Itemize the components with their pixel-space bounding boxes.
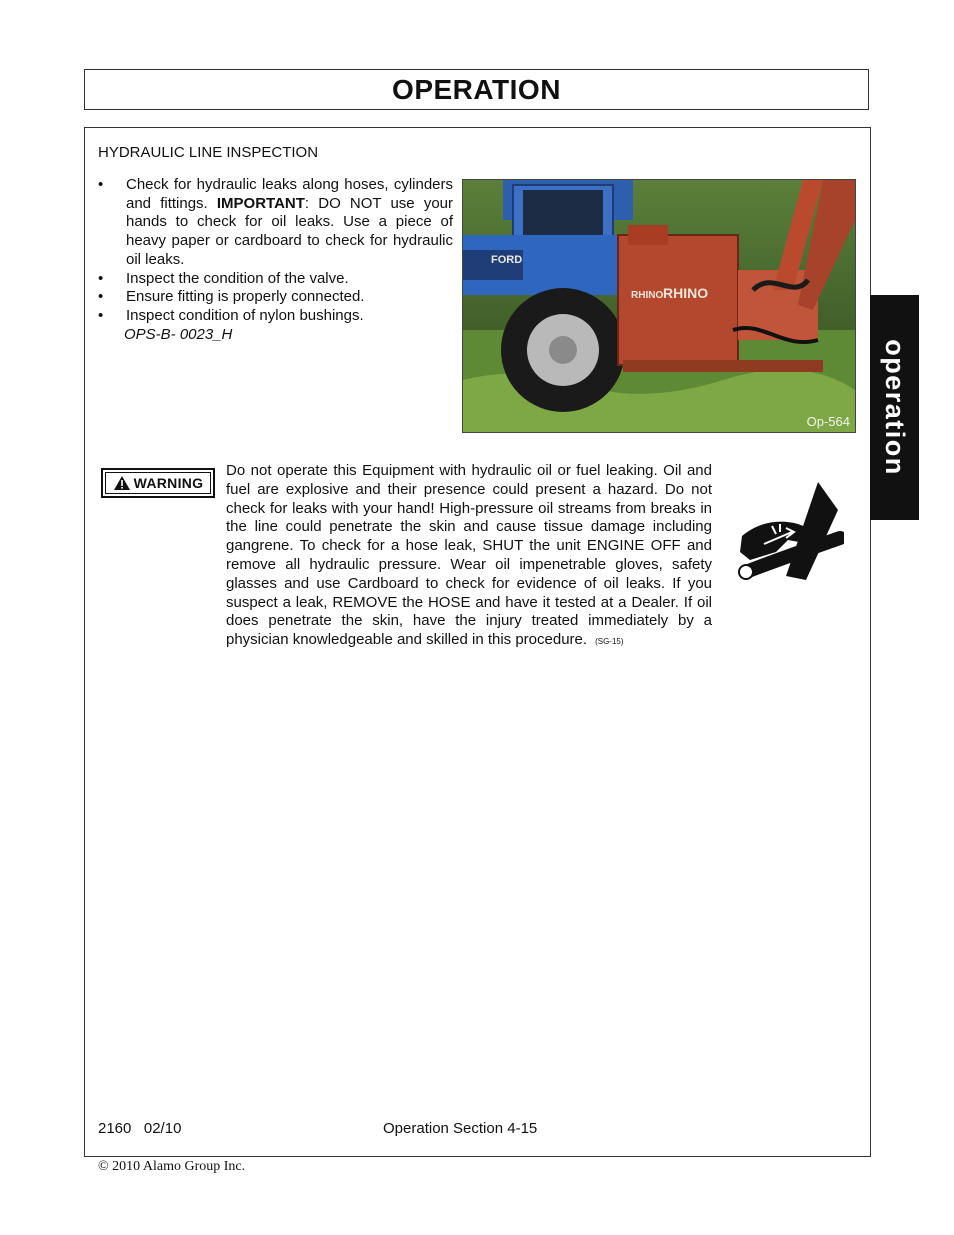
list-item — [98, 176, 453, 270]
warning-badge-text: WARNING — [133, 475, 204, 491]
reference-code: OPS-B- 0023_H — [124, 325, 233, 343]
photo-label: Op-564 — [806, 414, 850, 429]
warning-badge — [101, 468, 215, 498]
bullet-symbol: • — [98, 269, 104, 287]
bullet-text: : DO NOT use your hands to check for oil leaks. Use a piece of heavy paper or cardboard to check for hydraulic oil leaks. — [126, 194, 453, 268]
tractor-photo — [462, 179, 856, 433]
warning-message — [226, 462, 712, 652]
page-title: OPERATION — [392, 73, 561, 105]
footer-model-date: 2160 02/10 — [98, 1120, 182, 1137]
hand-injection-hazard-icon — [736, 480, 844, 593]
list-item — [98, 307, 453, 326]
list-item — [98, 270, 453, 289]
rhino-label-large: RHINO — [663, 285, 709, 301]
bullet-text: Ensure fitting is properly connected. — [126, 288, 365, 306]
warning-triangle-icon — [113, 475, 131, 491]
bullet-symbol: • — [98, 176, 104, 193]
list-item — [98, 288, 453, 307]
side-tab-label: operation — [880, 339, 911, 476]
footer-page-number: Operation Section 4-15 — [383, 1120, 538, 1137]
important-emphasis: IMPORTANT — [216, 194, 305, 212]
warning-badge-inner — [105, 472, 211, 494]
copyright: © 2010 Alamo Group Inc. — [98, 1159, 246, 1174]
warning-code: (SG-15) — [595, 637, 624, 647]
bullet-text: Inspect condition of nylon bushings. — [126, 306, 364, 324]
bullet-symbol: • — [98, 288, 104, 306]
inspection-bullet-list — [98, 176, 453, 344]
side-tab — [870, 295, 919, 520]
bullet-text: Inspect the condition of the valve. — [126, 269, 349, 287]
tractor-photo-illustration — [463, 180, 855, 432]
ford-label: FORD — [491, 254, 523, 266]
rhino-label-small: RHINO — [631, 290, 664, 301]
section-heading: HYDRAULIC LINE INSPECTION — [98, 144, 319, 161]
warning-body-text: Do not operate this Equipment with hydraulic oil or fuel leaking. Oil and fuel are explosive and their presence could present a hazard. Do not check for leaks with your hand! High-pressure oil streams from breaks in the line could penetrate the skin and cause tissue damage including gangrene. To check for a hose leak, SHUT the unit ENGINE OFF and remove all hydraulic pressure. Wear oil impenetrable gloves, safety glasses and use Cardboard to check for evidence of oil leaks. If you suspect a leak, REMOVE the HOSE and have it tested at a Dealer. If oil does penetrate the skin, have the injury treated immediately by a physician knowledgeable and skilled in this procedure. — [226, 462, 712, 649]
bullet-symbol: • — [98, 306, 104, 324]
bullet-text: Check for hydraulic leaks along hoses, cylinders and fittings. — [126, 176, 453, 212]
page-header — [84, 69, 869, 110]
